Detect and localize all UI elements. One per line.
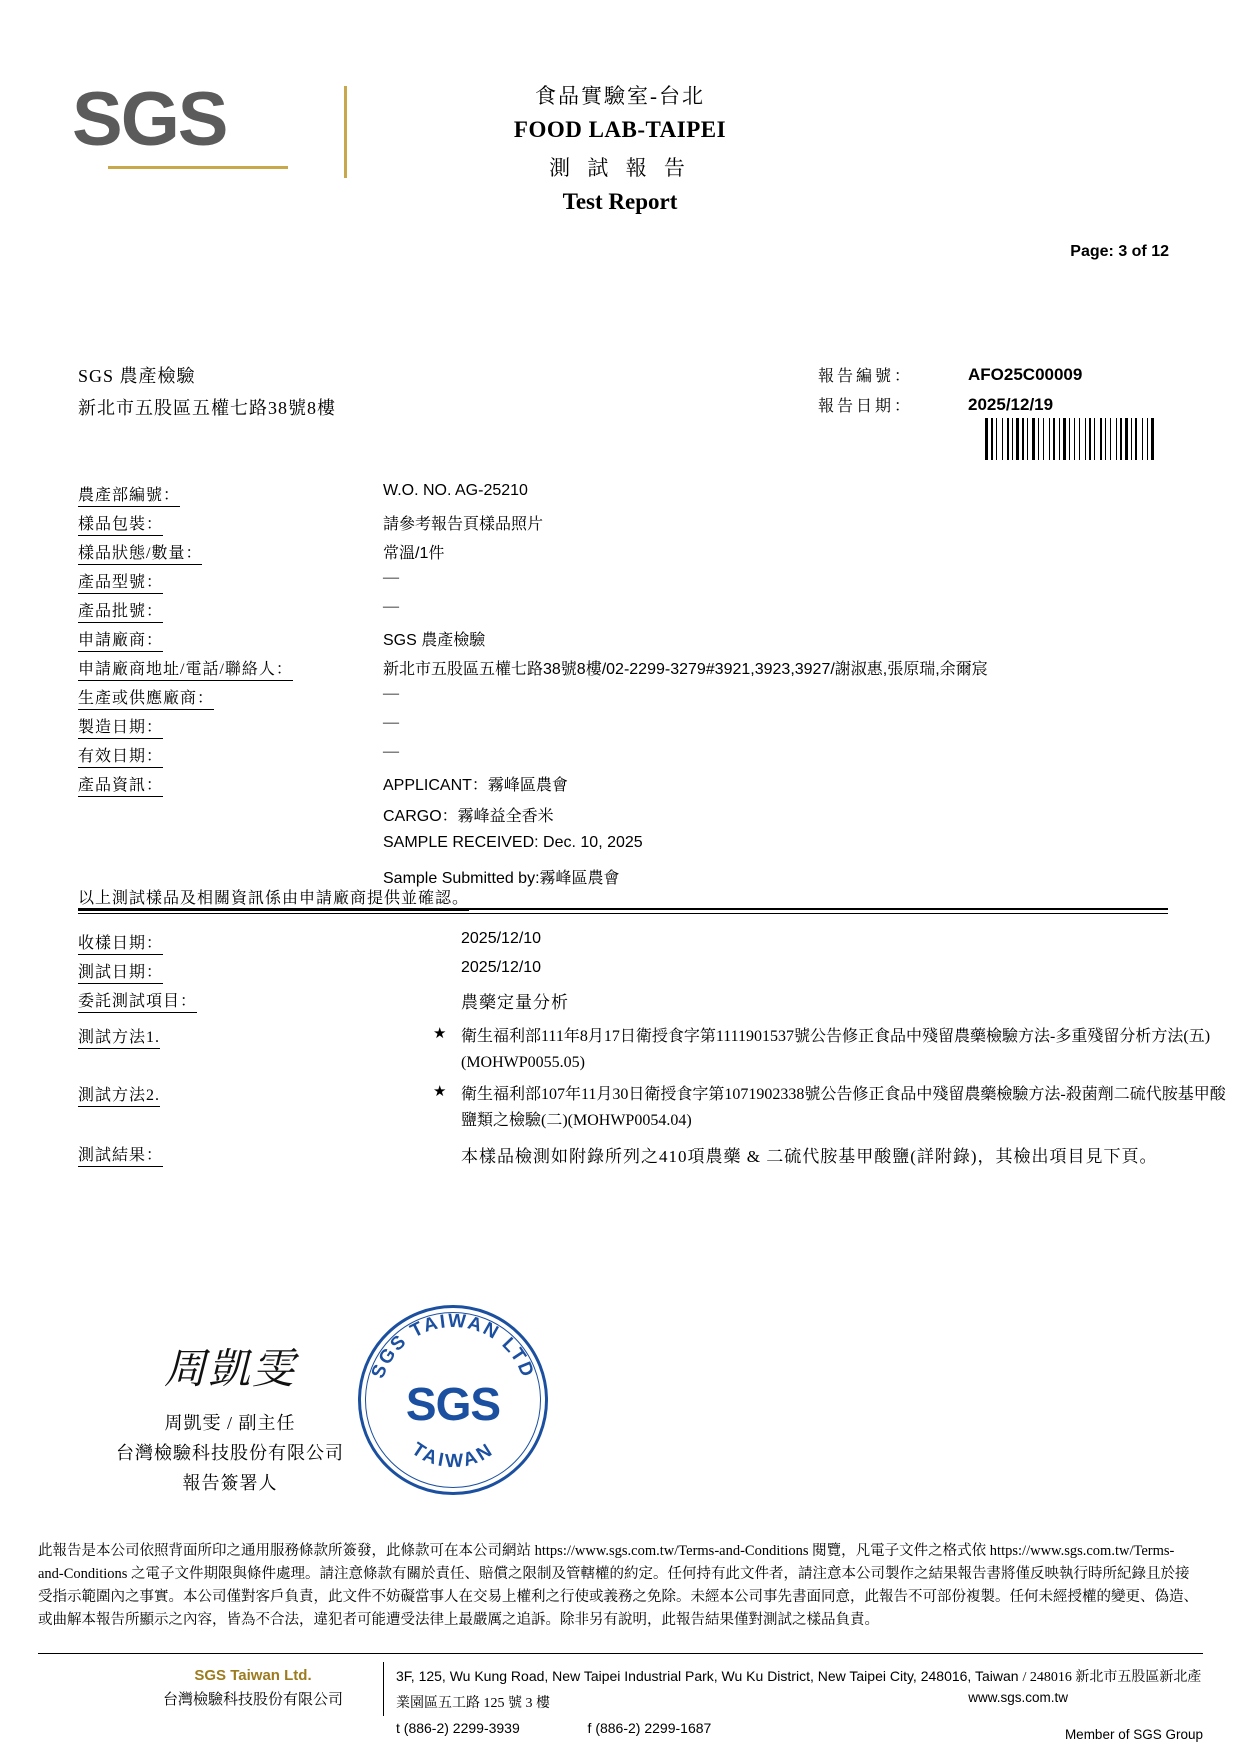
field-value-method-1: 衛生福利部111年8月17日衛授食字第1111901537號公告修正食品中殘留農藥檢驗方法-多重殘留分析方法(五)(MOHWP0055.05) (461, 1028, 1211, 1071)
footer-tel: t (886-2) 2299-3939 (396, 1720, 520, 1736)
sgs-official-stamp (358, 1305, 548, 1495)
report-meta-labels (818, 362, 913, 422)
report-title-cn: 測 試 報 告 (549, 156, 691, 180)
footer-member-note: Member of SGS Group (1064, 1727, 1203, 1742)
field-label-lot: 產品批號： (78, 598, 163, 623)
product-info-sample-received: SAMPLE RECEIVED: Dec. 10, 2025 (383, 834, 643, 851)
footer-company-en: SGS Taiwan Ltd. (194, 1667, 312, 1684)
field-value-test-date: 2025/12/10 (461, 959, 542, 976)
disclaimer-text: 此報告是本公司依照背面所印之通用服務條款所簽發，此條款可在本公司網站 https://www.sgs.com.tw/Terms-and-Conditions 閱覽，凡電子文件之格式依 https://www.sgs.com.tw/Terms-and-Conditions 之電子文件期限與條件處理。請注意條款有關於責任、賠償之限制及管轄權的約定。任何持有此文件者，請注意本公司製作之結果報告書將僅反映執行時所紀錄且於接受指示範圍內之事實。本公司僅對客戶負責，此文件不妨礙當事人在交易上權利之行使或義務之免除。未經本公司事先書面同意，此報告不可部份複製。任何未經授權的變更、偽造、或曲解本報告所顯示之內容，皆為不合法，違犯者可能遭受法律上最嚴厲之追訴。除非另有說明，此報告結果僅對測試之樣品負責。 (38, 1543, 1198, 1628)
field-label-condition: 樣品狀態/數量： (78, 540, 202, 565)
field-value-result: 本樣品檢測如附錄所列之410項農藥 & 二硫代胺基甲酸鹽(詳附錄)，其檢出項目見下頁。 (461, 1147, 1158, 1166)
footer-vertical-rule (383, 1662, 384, 1716)
footer-address-cn: / 248016 新北市五股區新北產業園區五工路 125 號 3 樓 (396, 1670, 1202, 1711)
field-label-method-2: 測試方法2. (78, 1082, 160, 1107)
signature-handwriting: 周凱雯 (163, 1347, 296, 1393)
field-label-manufacture-date: 製造日期： (78, 714, 163, 739)
field-label-received-date: 收樣日期： (78, 930, 163, 955)
page-number: Page: 3 of 12 (1070, 243, 1169, 260)
field-label-result: 測試結果： (78, 1142, 163, 1167)
logo-gold-bar-horizontal (108, 166, 288, 169)
report-date-value: 2025/12/19 (968, 395, 1054, 414)
field-label-applicant-contact: 申請廠商地址/電話/聯絡人： (78, 656, 293, 681)
field-value-packaging: 請參考報告頁樣品照片 (383, 516, 544, 533)
lab-name-en: FOOD LAB-TAIPEI (513, 117, 727, 142)
sgs-logo (72, 77, 282, 170)
applicant-address: 新北市五股區五權七路38號8樓 (78, 398, 336, 418)
star-icon-method-1: ★ (433, 1026, 447, 1042)
sgs-logo-text: SGS (72, 77, 227, 162)
sample-fields-table (78, 482, 1168, 887)
svg-text:SGS TAIWAN LTD: SGS TAIWAN LTD (367, 1310, 539, 1382)
field-value-manufacture-date: — (383, 714, 399, 731)
field-label-test-date: 測試日期： (78, 959, 163, 984)
footer-website[interactable]: www.sgs.com.tw (968, 1690, 1068, 1705)
signature-block (100, 1340, 360, 1498)
footer-fax: f (886-2) 2299-1687 (587, 1720, 712, 1736)
svg-text:TAIWAN: TAIWAN (407, 1438, 499, 1473)
star-icon-method-2: ★ (433, 1084, 447, 1100)
product-info-submitted-by: Sample Submitted by:霧峰區農會 (383, 870, 620, 887)
section-divider (78, 908, 1168, 914)
confirmation-note: 以上測試樣品及相關資訊係由申請廠商提供並確認。 (78, 885, 469, 911)
field-value-test-item: 農藥定量分析 (461, 993, 569, 1012)
field-label-model: 產品型號： (78, 569, 163, 594)
field-value-expiry-date: — (383, 743, 399, 760)
field-label-test-item: 委託測試項目： (78, 988, 197, 1013)
field-value-manufacturer: — (383, 685, 399, 702)
applicant-name: SGS 農產檢驗 (78, 366, 196, 386)
field-value-received-date: 2025/12/10 (461, 930, 542, 947)
field-value-condition: 常溫/1件 (383, 545, 445, 562)
field-label-applicant: 申請廠商： (78, 627, 163, 652)
signer-company: 台灣檢驗科技股份有限公司 (116, 1443, 344, 1463)
barcode (985, 418, 1170, 460)
field-value-product-info-applicant: APPLICANT：霧峰區農會 (383, 777, 568, 794)
field-label-wo-no: 農產部編號： (78, 482, 180, 507)
lab-name-cn: 食品實驗室-台北 (535, 84, 705, 108)
report-number-label: 報告編號： (818, 368, 914, 385)
report-meta-values (968, 360, 1082, 420)
footer-company-cn: 台灣檢驗科技股份有限公司 (162, 1692, 343, 1708)
field-value-wo-no: W.O. NO. AG-25210 (383, 482, 528, 499)
product-info-cargo: CARGO：霧峰益全香米 (383, 808, 554, 825)
page-footer (38, 1660, 1203, 1740)
field-label-method-1: 測試方法1. (78, 1024, 160, 1049)
report-header (340, 80, 900, 215)
signer-name-title: 周凱雯 / 副主任 (164, 1413, 296, 1433)
signer-role: 報告簽署人 (182, 1473, 278, 1493)
field-label-product-info: 產品資訊： (78, 772, 163, 797)
report-date-label: 報告日期： (818, 398, 914, 415)
field-label-manufacturer: 生產或供應廠商： (78, 685, 214, 710)
applicant-address-block (78, 360, 336, 424)
footer-divider (38, 1653, 1203, 1654)
field-value-applicant-contact: 新北市五股區五權七路38號8樓/02-2299-3279#3921,3923,3927/謝淑惠,張原瑞,余爾宸 (383, 661, 988, 678)
footer-address-en: 3F, 125, Wu Kung Road, New Taipei Industrial Park, Wu Ku District, New Taipei City, 248016, Taiwan (396, 1668, 1019, 1684)
report-number-value: AFO25C00009 (968, 365, 1083, 384)
field-value-method-2: 衛生福利部107年11月30日衛授食字第1071902338號公告修正食品中殘留農藥檢驗方法-殺菌劑二硫代胺基甲酸鹽類之檢驗(二)(MOHWP0054.04) (461, 1086, 1226, 1129)
field-value-lot: — (383, 598, 399, 615)
field-value-model: — (383, 569, 399, 586)
field-label-packaging: 樣品包裝： (78, 511, 163, 536)
field-value-applicant: SGS 農產檢驗 (383, 632, 486, 649)
field-label-expiry-date: 有效日期： (78, 743, 163, 768)
report-title-en: Test Report (562, 189, 678, 214)
stamp-core-text: SGS (405, 1378, 501, 1430)
